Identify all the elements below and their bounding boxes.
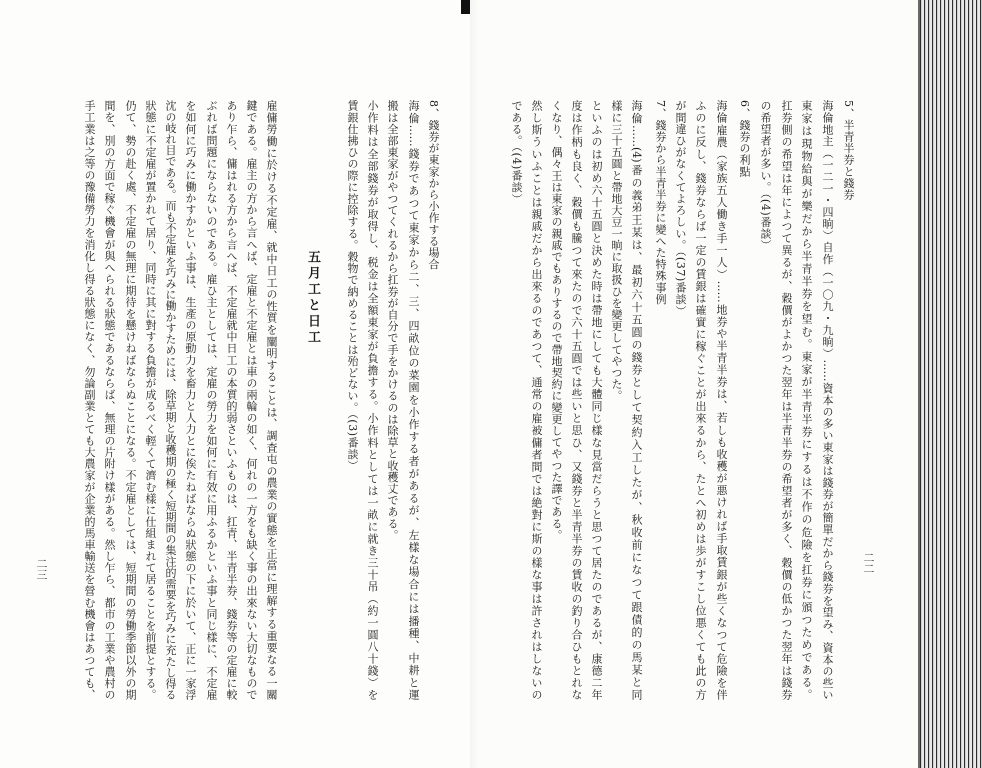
text-line: といふのは初め六十五圓と決めた時は帶地にしても大體同じ樣な見當だらうと思つて居たのであるが、康德二年	[590, 100, 603, 700]
text-line: 東家は現物給與が樂だから半青半券を望む。東家が半青半券にするは不作の危險を扛券に頒つためである。	[800, 100, 813, 700]
text-line: の希望者が多い。（(4)番談）	[759, 100, 772, 252]
subsection-heading-7: 7、錢券から半青半券に變へた特殊事例	[654, 100, 667, 305]
text-line: が間違ひがなくてよろしい。（(37)番談）	[674, 100, 687, 317]
text-line: くなり、偶々王は東家の親戚でもありするので帶地契約に變更してやつた譯である。	[550, 100, 563, 541]
text-line: 海倫……錢券であつて東家から二、三、四畝位の菜園を小作する者があるが、左樣な場合には播種、中耕と運	[407, 100, 420, 700]
text-line: 然し斯ういふことは親戚だから出來るのであつて、通常の雇被傭者間では絶對に斯の樣な事は許されはしないの	[530, 100, 543, 700]
page-edges	[918, 0, 982, 768]
text-line: 狀態に不定雇が置かれて居り、同時に其に對する負擔が成るべく輕くて濟む樣に仕組まれて居ることを前提とする。	[144, 100, 157, 700]
text-line: 手工業は之等の豫備勞力を消化し得る狀態になく、勿論副業とても大農家が企業的馬車輸送を營む機會はあつても、	[83, 100, 96, 700]
text-line: 海倫地主（一二一・四晌）自作（一〇九・九晌）……資本の多い東家は錢券が簡單だから錢券を望み、資本の些い	[821, 100, 834, 700]
text-line: 沈の岐れ目である。而も不定雇を巧みに働かすためには、除草期と收穫期の極く短期間の集注的需要を巧みに充たし得る	[164, 100, 177, 701]
text-line: あり乍ら、傭はれる方から言へば、不定雇就中日工の本質的弱さといふものは、扛青、半青半券、錢券等の定雇に較	[225, 100, 238, 700]
text-line: 仍て、勢の赴く處、不定雇の無理に期待を懸けねばならぬことになる。不定雇としては、短期間の勞働季節以外の期	[124, 100, 137, 700]
text-line: ふのに反し、錢券ならば一定の賃銀は確實に稼ぐことが出來るから、たとへ初めは歩がすこし位悪くても此の方	[694, 100, 707, 700]
subsection-heading-6: 6、錢券の利點	[738, 100, 751, 178]
page-number-left: 二三	[35, 558, 48, 580]
text-line: 扛券側の希望は年によつて異るが、穀價がよかつた翌年は半青半券の希望者が多く、穀價の低かつた翌年は錢券	[780, 100, 793, 700]
text-line: 雇傭勞働に於ける不定雇、就中日工の性質を闡明することは、調査屯の農業の實態を正當に理解する重要なる一關	[265, 100, 278, 700]
text-line: 海倫……(4)番の義弟王某は、最初六十五圓の錢券として契約入工したが、秋收前になつて跟債的の馬某と同	[630, 100, 643, 700]
text-line: 賃銀仕拂ひの際に控除する。穀物で納めることは殆どない。（(3)番談）	[346, 100, 359, 472]
text-line: である。（(4)番談）	[510, 100, 523, 205]
text-line: 搬は全部東家がやつてくれるから扛券が自分で手をかけるのは除草と收穫丈である。	[386, 100, 399, 541]
subsection-heading-8: 8、錢券が東家から小作する場合	[427, 100, 440, 270]
text-line: 度は作柄も良く、穀價も騰つて來たので六十五圓では些いと思ひ、又錢券と半青半券の賃收の釣り合ひもとれな	[570, 100, 583, 700]
text-line: 海倫雇農（家族五人働き手一人）……地券や半青半券は、若しも收穫が悪ければ手取賃銀が些くなつて危險を伴	[715, 100, 728, 700]
text-line: を如何に巧みに働かすかといふ事は、生產の原動力を畜力と人力とに俟たねばならぬ狀態の下に於いて、正に一家浮	[184, 100, 197, 700]
page-number-right: 二二	[862, 552, 875, 574]
text-line: 鍵である。雇主の方から言へば、定雇と不定雇とは車の兩輪の如く、何れの一方をも缺く事の出來ない大切なもので	[245, 100, 258, 700]
chapter-title: 五月工と日工	[305, 250, 320, 346]
text-line: 間を、別の方面で稼ぐ機會が與へられる狀態であるならば、無理の片附け樣がある。然し乍ら、都市の工業や農村の	[103, 100, 116, 700]
text-line: 小作料は全部錢券が取得し、税金は全額東家が負擔する。小作料としては一畝に就き三十吊（約一圓八十錢）を	[366, 100, 379, 700]
book-gutter	[470, 0, 478, 768]
subsection-heading-5: 5、半青半券と錢券	[842, 100, 855, 201]
text-line: ぶれば問題にならないのである。雇ひ主としては、定雇の勞力を如何に有效に用ふるかといふ事と同じ樣に、不定雇	[205, 100, 218, 700]
gutter-shadow-mark	[461, 0, 470, 14]
text-line: 樣に三十五圓と帶地大豆一晌に取扱ひを變更してやつた。	[610, 100, 623, 402]
